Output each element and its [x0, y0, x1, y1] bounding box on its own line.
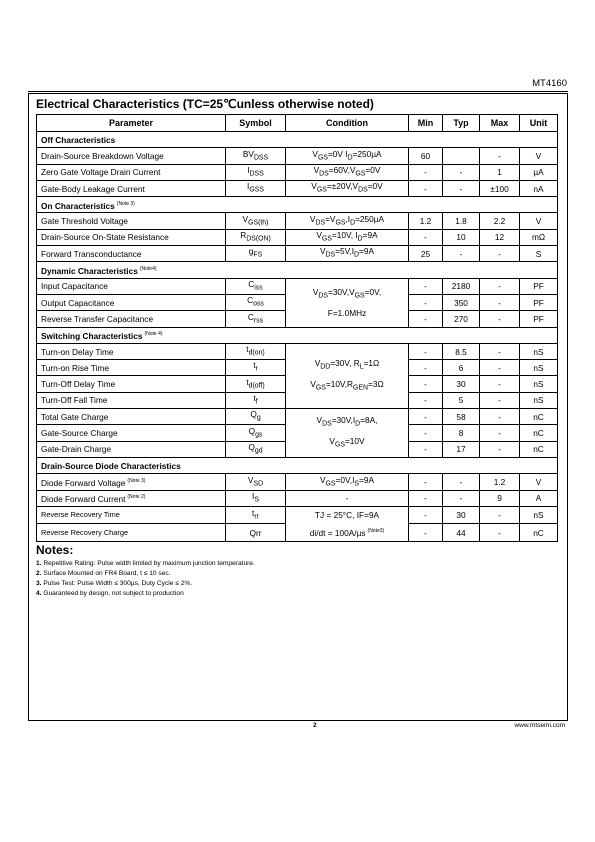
min-cell: -: [409, 180, 443, 196]
table-row: [37, 148, 558, 164]
param-cell: Forward Transconductance: [37, 246, 226, 262]
min-cell: -: [409, 490, 443, 506]
max-cell: -: [480, 376, 520, 392]
symbol-cell: $Q_{gs}$: [226, 425, 286, 441]
param-cell: Diode Forward Current $^{(Note 2)}$: [37, 490, 226, 506]
typ-cell: 350: [443, 294, 480, 310]
symbol-cell: $g_{FS}$: [226, 246, 286, 262]
typ-cell: [443, 148, 480, 164]
unit-cell: nS: [520, 376, 558, 392]
min-cell: -: [409, 474, 443, 490]
symbol-cell: $t_r$: [226, 360, 286, 376]
typ-cell: 10: [443, 229, 480, 245]
param-cell: Turn-Off Fall Time: [37, 392, 226, 408]
condition-cell: $V_{DS}=V_{GS},I_D=250\mu A$: [286, 213, 409, 229]
max-cell: -: [480, 392, 520, 408]
typ-cell: 44: [443, 524, 480, 542]
col-header-max: Max: [480, 115, 520, 132]
max-cell: -: [480, 409, 520, 425]
max-cell: -: [480, 441, 520, 457]
table-row: [37, 164, 558, 180]
table-row: [37, 490, 558, 506]
typ-cell: 5: [443, 392, 480, 408]
min-cell: -: [409, 343, 443, 359]
symbol-cell: Qrr: [226, 524, 286, 542]
col-header-symbol: Symbol: [226, 115, 286, 132]
max-cell: -: [480, 246, 520, 262]
note-item: 3. Pulse Test: Pulse Width ≤ 300µs, Duty Cycle ≤ 2%.: [36, 580, 193, 587]
max-cell: -: [480, 343, 520, 359]
condition-cell: $V_{DS}=30V,V_{GS}=0V$, F=1.0MHz: [286, 278, 409, 327]
max-cell: -: [480, 524, 520, 542]
param-cell: Reverse Transfer Capacitance: [37, 311, 226, 327]
note-item: 1. Repetitive Rating: Pulse width limited by maximum junction temperature.: [36, 560, 255, 567]
unit-cell: nS: [520, 392, 558, 408]
param-cell: Reverse Recovery Charge: [37, 524, 226, 542]
section-row-diode: [37, 457, 558, 473]
min-cell: -: [409, 294, 443, 310]
unit-cell: S: [520, 246, 558, 262]
max-cell: 2.2: [480, 213, 520, 229]
param-cell: Gate-Body Leakage Current: [37, 180, 226, 196]
unit-cell: nC: [520, 524, 558, 542]
param-cell: Drain-Source On-State Resistance: [37, 229, 226, 245]
min-cell: -: [409, 229, 443, 245]
table-row: [37, 213, 558, 229]
table-row: [37, 246, 558, 262]
symbol-cell: $t_{d(off)}$: [226, 376, 286, 392]
unit-cell: mΩ: [520, 229, 558, 245]
condition-cell: $V_{GS}=\pm 20V,V_{DS}=0V$: [286, 180, 409, 196]
section-label: Off Characteristics: [37, 132, 558, 148]
section-label: Dynamic Characteristics $^{(Note4)}$: [37, 262, 558, 278]
max-cell: -: [480, 425, 520, 441]
param-cell: Gate-Source Charge: [37, 425, 226, 441]
section-row-off: [37, 132, 558, 148]
param-cell: Output Capacitance: [37, 294, 226, 310]
typ-cell: 270: [443, 311, 480, 327]
typ-cell: 1.8: [443, 213, 480, 229]
min-cell: -: [409, 360, 443, 376]
symbol-cell: $I_S$: [226, 490, 286, 506]
unit-cell: PF: [520, 311, 558, 327]
unit-cell: nC: [520, 441, 558, 457]
unit-cell: nS: [520, 360, 558, 376]
unit-cell: V: [520, 213, 558, 229]
symbol-cell: $I_{GSS}$: [226, 180, 286, 196]
symbol-cell: $R_{DS(ON)}$: [226, 229, 286, 245]
condition-cell: $V_{GS}=10V$, $I_D=9A$: [286, 229, 409, 245]
min-cell: 25: [409, 246, 443, 262]
symbol-cell: $V_{SD}$: [226, 474, 286, 490]
symbol-cell: $t_{d(on)}$: [226, 343, 286, 359]
symbol-cell: $I_{DSS}$: [226, 164, 286, 180]
col-header-typ: Typ: [443, 115, 480, 132]
table-row: [37, 409, 558, 425]
max-cell: -: [480, 311, 520, 327]
max-cell: ±100: [480, 180, 520, 196]
min-cell: 60: [409, 148, 443, 164]
param-cell: Zero Gate Voltage Drain Current: [37, 164, 226, 180]
param-cell: Turn-on Rise Time: [37, 360, 226, 376]
max-cell: 9: [480, 490, 520, 506]
note-item: 2. Surface Mounted on FR4 Board, t ≤ 10 sec.: [36, 570, 171, 577]
table-row: [37, 278, 558, 294]
symbol-cell: $t_f$: [226, 392, 286, 408]
section-row-on: [37, 197, 558, 213]
param-cell: Gate-Drain Charge: [37, 441, 226, 457]
condition-cell: $V_{GS}=0V,I_S=9A$: [286, 474, 409, 490]
col-header-parameter: Parameter: [37, 115, 226, 132]
header-rule: [28, 91, 568, 92]
param-cell: Gate Threshold Voltage: [37, 213, 226, 229]
max-cell: -: [480, 506, 520, 524]
symbol-cell: $C_{iss}$: [226, 278, 286, 294]
typ-cell: 2180: [443, 278, 480, 294]
param-cell: Drain-Source Breakdown Voltage: [37, 148, 226, 164]
table-row: [37, 229, 558, 245]
unit-cell: nS: [520, 343, 558, 359]
unit-cell: V: [520, 474, 558, 490]
typ-cell: 58: [443, 409, 480, 425]
symbol-cell: $V_{GS(th)}$: [226, 213, 286, 229]
typ-cell: 6: [443, 360, 480, 376]
section-label: Switching Characteristics $^{(Note 4)}$: [37, 327, 558, 343]
notes-title: Notes:: [36, 543, 74, 557]
col-header-unit: Unit: [520, 115, 558, 132]
unit-cell: nA: [520, 180, 558, 196]
symbol-cell: $Q_g$: [226, 409, 286, 425]
typ-cell: -: [443, 490, 480, 506]
typ-cell: 8.5: [443, 343, 480, 359]
symbol-cell: $BV_{DSS}$: [226, 148, 286, 164]
min-cell: -: [409, 311, 443, 327]
min-cell: -: [409, 164, 443, 180]
condition-cell: $V_{GS}=0V$ $I_D=250\mu A$: [286, 148, 409, 164]
section-label: On Characteristics $^{(Note 3)}$: [37, 197, 558, 213]
symbol-cell: $t_{rr}$: [226, 506, 286, 524]
condition-cell: $V_{DS}=30V,I_D=8A$, $V_{GS}=10V$: [286, 409, 409, 458]
typ-cell: -: [443, 246, 480, 262]
condition-cell: $V_{DS}=5V,I_D=9A$: [286, 246, 409, 262]
param-cell: Input Capacitance: [37, 278, 226, 294]
footer-website: www.mtsemi.com: [514, 722, 565, 729]
max-cell: 12: [480, 229, 520, 245]
table-header-row: [37, 115, 558, 132]
min-cell: -: [409, 409, 443, 425]
col-header-condition: Condition: [286, 115, 409, 132]
typ-cell: 17: [443, 441, 480, 457]
table-row: [37, 343, 558, 359]
section-title: Electrical Characteristics (TC=25℃unless otherwise noted): [36, 97, 374, 111]
max-cell: 1.2: [480, 474, 520, 490]
symbol-cell: $C_{rss}$: [226, 311, 286, 327]
part-number: MT4160: [532, 78, 567, 89]
typ-cell: 8: [443, 425, 480, 441]
min-cell: -: [409, 506, 443, 524]
param-cell: Turn-on Delay Time: [37, 343, 226, 359]
typ-cell: 30: [443, 376, 480, 392]
param-cell: Turn-Off Delay Time: [37, 376, 226, 392]
unit-cell: nC: [520, 425, 558, 441]
table-row: [37, 506, 558, 524]
condition-cell: $V_{DS}=60V,V_{GS}=0V$: [286, 164, 409, 180]
min-cell: -: [409, 392, 443, 408]
note-item: 4. Guaranteed by design, not subject to production: [36, 590, 184, 597]
condition-cell: TJ = 25°C, IF=9A di/dt = 100A/µs $^{(Note3)}$: [286, 506, 409, 541]
unit-cell: nC: [520, 409, 558, 425]
param-cell: Total Gate Charge: [37, 409, 226, 425]
page-number: 2: [313, 722, 317, 729]
unit-cell: nS: [520, 506, 558, 524]
notes-list: [36, 559, 255, 599]
unit-cell: PF: [520, 294, 558, 310]
typ-cell: -: [443, 164, 480, 180]
table-row: [37, 474, 558, 490]
unit-cell: V: [520, 148, 558, 164]
symbol-cell: $C_{oss}$: [226, 294, 286, 310]
condition-cell: -: [286, 490, 409, 506]
section-row-switching: [37, 327, 558, 343]
max-cell: -: [480, 294, 520, 310]
condition-cell: $V_{DD}=30V$, $R_L=1\Omega$ $V_{GS}=10V,R_{GEN}=3\Omega$: [286, 343, 409, 408]
typ-cell: -: [443, 180, 480, 196]
min-cell: -: [409, 425, 443, 441]
min-cell: -: [409, 441, 443, 457]
min-cell: -: [409, 524, 443, 542]
unit-cell: PF: [520, 278, 558, 294]
section-label: Drain-Source Diode Characteristics: [37, 457, 558, 473]
min-cell: -: [409, 376, 443, 392]
param-cell: Diode Forward Voltage $^{(Note 3)}$: [37, 474, 226, 490]
section-row-dynamic: [37, 262, 558, 278]
typ-cell: 30: [443, 506, 480, 524]
max-cell: 1: [480, 164, 520, 180]
max-cell: -: [480, 360, 520, 376]
col-header-min: Min: [409, 115, 443, 132]
table-row: [37, 180, 558, 196]
symbol-cell: $Q_{gd}$: [226, 441, 286, 457]
typ-cell: -: [443, 474, 480, 490]
min-cell: 1.2: [409, 213, 443, 229]
electrical-characteristics-table: [36, 114, 558, 542]
min-cell: -: [409, 278, 443, 294]
unit-cell: µA: [520, 164, 558, 180]
param-cell: Reverse Recovery Time: [37, 506, 226, 524]
max-cell: -: [480, 148, 520, 164]
unit-cell: A: [520, 490, 558, 506]
max-cell: -: [480, 278, 520, 294]
